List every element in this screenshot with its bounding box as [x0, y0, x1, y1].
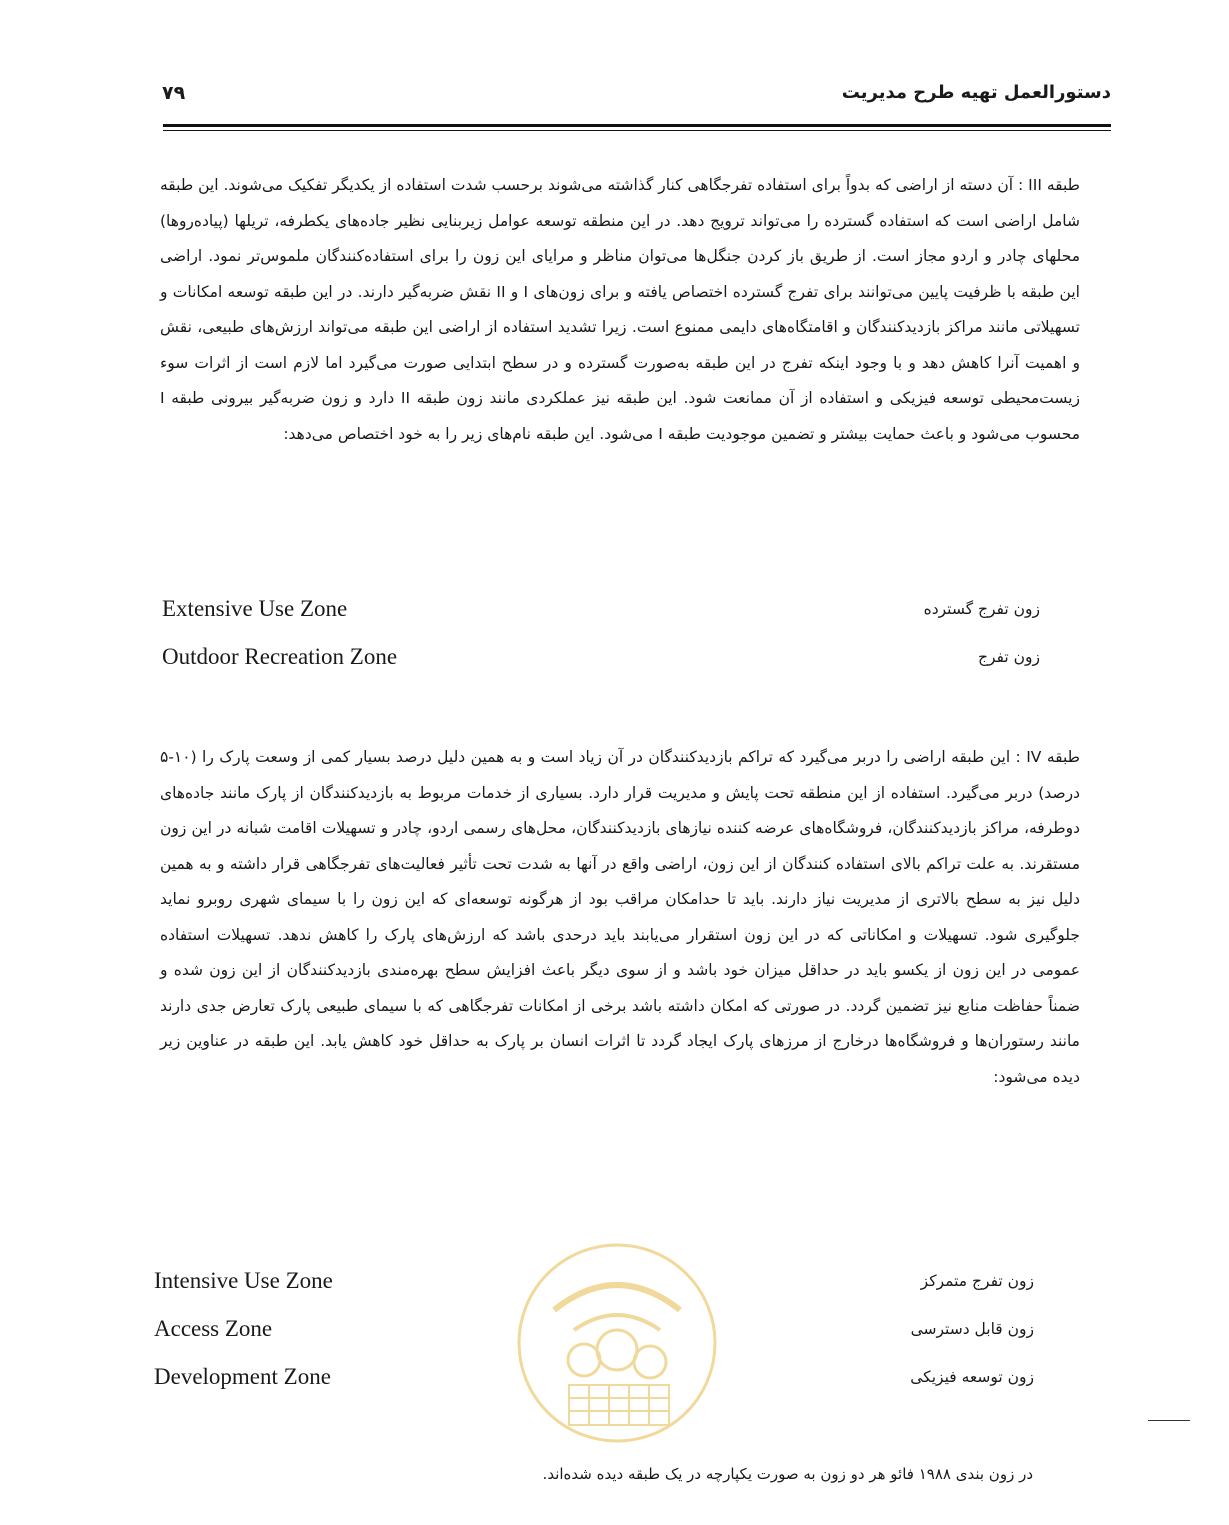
section-iii-paragraph: طبقه III : آن دسته از اراضی که بدواً برای استفاده تفرجگاهی کنار گذاشته می‌شوند برحسب شدت استفاده از یکدیگر تفکیک می‌شوند. این طبقه شامل اراضی است که استفاده گسترده را می‌تواند ترویج دهد. در این منطقه توسعه عوامل زیربنایی نظیر جاده‌های یکطرفه، تریلها (پیاده‌روها) محلهای چادر و اردو مجاز است. از طریق باز کردن جنگل‌ها می‌توان مناظر و مرایای این زون را برای استفاده‌کنندگان ملموس‌تر نمود. اراضی این طبقه با ظرفیت پایین می‌توانند برای تفرج گسترده اختصاص یافته و برای زون‌های I و II نقش ضربه‌گیر دارند. در این طبقه توسعه امکانات و تسهیلاتی مانند مراکز بازدیدکنندگان و اقامتگاه‌های دایمی ممنوع است. زیرا تشدید استفاده از اراضی این طبقه می‌تواند ارزش‌های طبیعی، نقش و اهمیت آنرا کاهش دهد و با وجود اینکه تفرج در این طبقه به‌صورت گسترده و در سطح ابتدایی صورت می‌گیرد اما لازم است از اثرات سوء زیست‌محیطی توسعه فیزیکی و استفاده از آن ممانعت شود. این طبقه نیز عملکردی مانند زون طبقه II دارد و زون ضربه‌گیر بیرونی طبقه I محسوب می‌شود و باعث حمایت بیشتر و تضمین موجودیت طبقه I می‌شود. این طبقه نام‌های زیر را به خود اختصاص می‌دهد:	[160, 176, 1080, 443]
term-english: Intensive Use Zone	[154, 1268, 333, 1293]
footnote: در زون بندی ۱۹۸۸ فائو هر دو زون به صورت یکپارچه در یک طبقه دیده شده‌اند.	[542, 1465, 1033, 1483]
running-title: دستورالعمل تهیه طرح مدیریت	[841, 82, 1111, 103]
term-persian: زون توسعه فیزیکی	[910, 1368, 1034, 1386]
term-persian: زون تفرج	[978, 648, 1040, 666]
term-english: Development Zone	[154, 1364, 331, 1389]
term-persian: زون تفرج متمرکز	[920, 1272, 1034, 1290]
term-row	[160, 596, 1040, 644]
page-number: ۷۹	[162, 82, 186, 104]
term-english: Access Zone	[154, 1316, 273, 1341]
header-rule-thin	[163, 130, 1111, 131]
section-iv-paragraph: طبقه IV : این طبقه اراضی را دربر می‌گیرد که تراکم بازدیدکنندگان در آن زیاد است و به همین دلیل درصد بسیار کمی از وسعت پارک را (۱۰-۵ درصد) دربر می‌گیرد. استفاده از این منطقه تحت پایش و مدیریت قرار دارد. بسیاری از خدمات مربوط به بازدیدکنندگان از پارک مانند جاده‌های دوطرفه، مراکز بازدیدکنندگان، فروشگاه‌های عرضه کننده نیازهای بازدیدکنندگان، محل‌های رسمی اردو، چادر و تسهیلات اقامت شبانه در این زون مستقرند. به علت تراکم بالای استفاده کنندگان از این زون، اراضی واقع در آنها به شدت تحت تأثیر فعالیت‌های تفرجگاهی قرار داشته و به همین دلیل نیز به سطح بالاتری از مدیریت نیاز دارند. باید تا حدامکان مراقب بود از هرگونه توسعه‌ای که این زون را با سیمای شهری روبرو نماید جلوگیری شود. تسهیلات و امکاناتی که در این زون استقرار می‌یابند باید درحدی باشد که ارزش‌های پارک را کاهش ندهد. تسهیلات استفاده عمومی در این زون از یکسو باید در حداقل میزان خود باشد و از سوی دیگر باعث افزایش سطح بهره‌مندی بازدیدکنندگان از این زون شده و ضمناً حفاظت منابع نیز تضمین گردد. در صورتی که امکان داشته باشد برخی از امکانات تفرجگاهی که با سیمای طبیعی پارک تعارض جدی دارند مانند رستوران‌ها و فروشگاه‌ها درخارج از مرزهای پارک ایجاد گردد تا اثرات انسان بر پارک به حداقل خود کاهش یابد. این طبقه در عناوین زیر دیده می‌شود:	[160, 748, 1080, 1086]
term-english: Extensive Use Zone	[162, 596, 348, 621]
footnote-rule	[1148, 1420, 1190, 1421]
watermark-logo	[514, 1240, 720, 1446]
header-rule-thick	[163, 124, 1111, 127]
term-persian: زون تفرج گسترده	[923, 600, 1040, 618]
term-english: Outdoor Recreation Zone	[162, 644, 398, 669]
section-iii-terms	[160, 596, 1040, 692]
term-persian: زون قابل دسترسی	[910, 1320, 1034, 1338]
term-row	[160, 644, 1040, 692]
